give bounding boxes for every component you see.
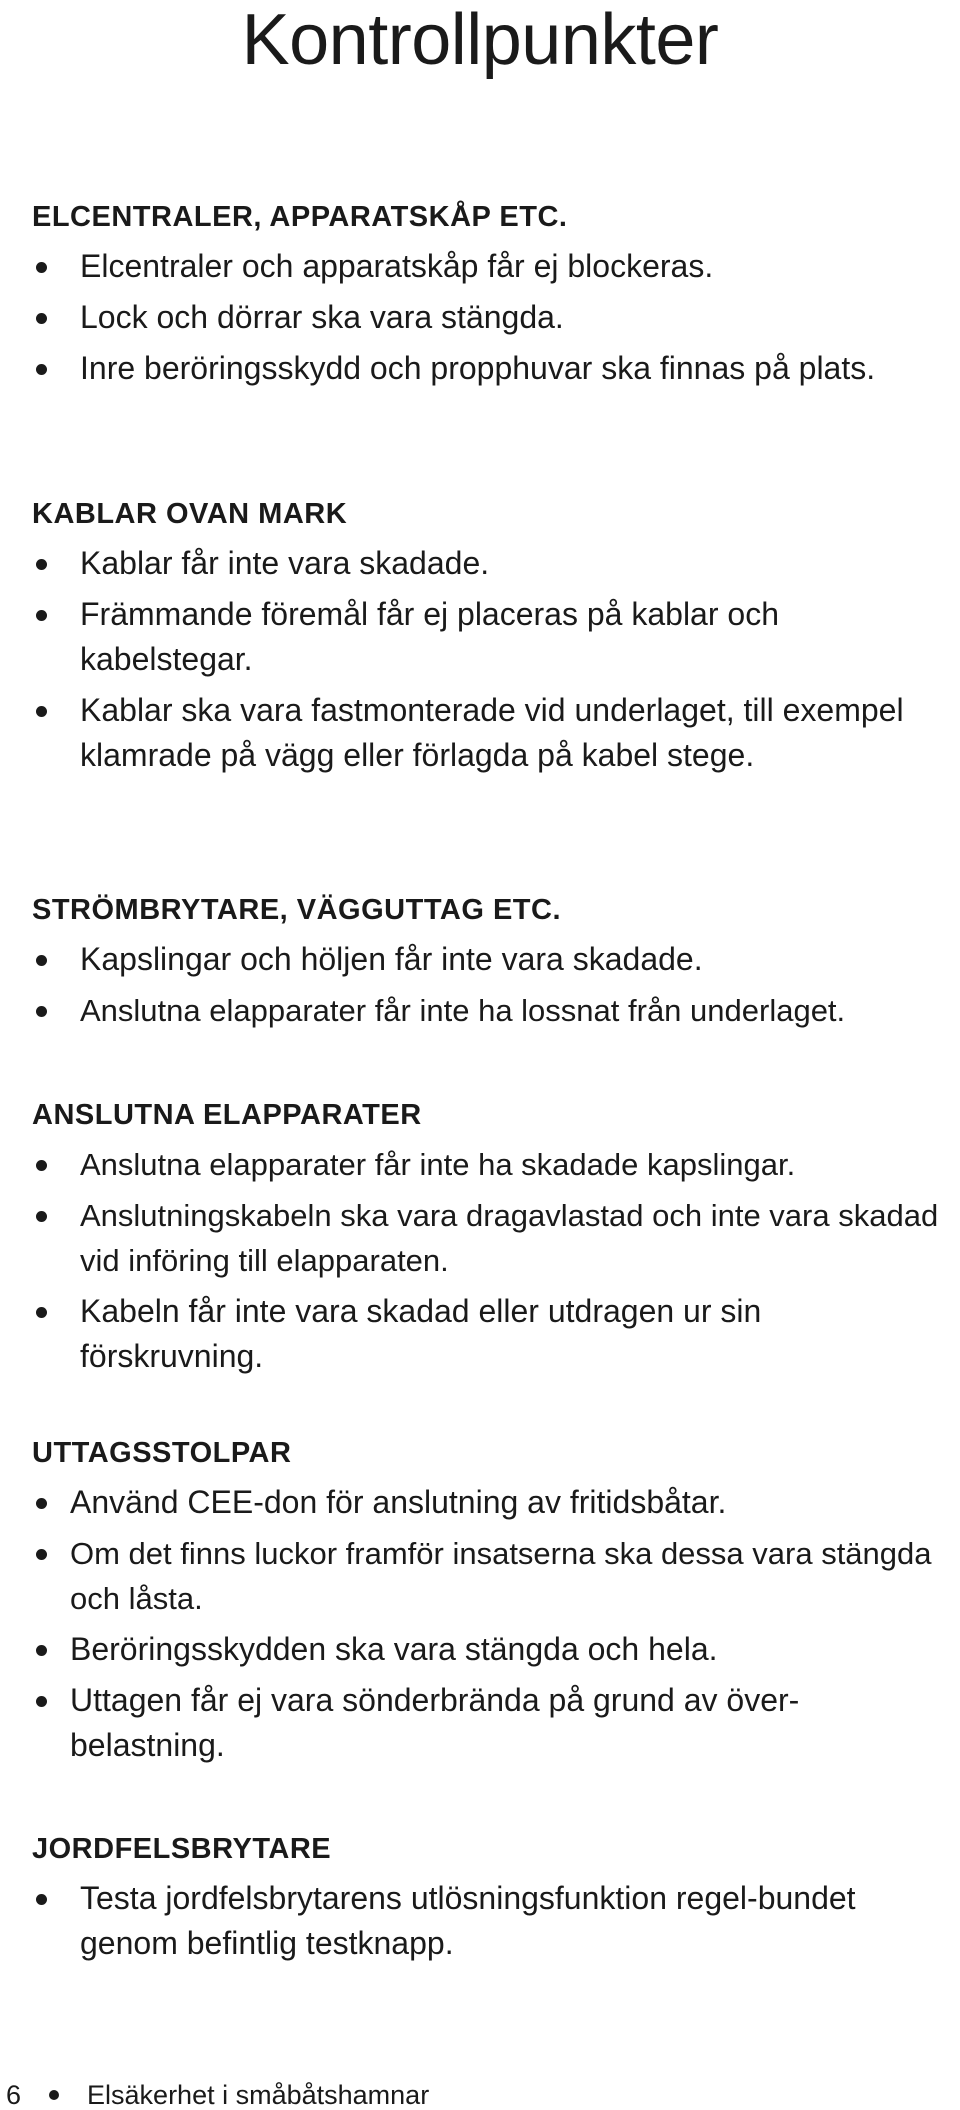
list-item — [32, 1480, 952, 1525]
bullet-icon — [36, 559, 47, 570]
section-heading: JORDFELSBRYTARE — [32, 1833, 332, 1865]
list-item-text: Uttagen får ej vara sönderbrända på grund av över-belastning. — [70, 1682, 800, 1763]
list-item-text: Testa jordfelsbrytarens utlösningsfunktion regel-bundet genom befintlig testknapp. — [80, 1880, 856, 1961]
page-footer — [0, 2080, 429, 2110]
bullet-icon — [36, 610, 47, 621]
list-item-text: Kapslingar och höljen får inte vara skadade. — [80, 941, 703, 977]
section-heading: ANSLUTNA ELAPPARATER — [32, 1099, 422, 1131]
list-item-text: Främmande föremål får ej placeras på kablar och kabelstegar. — [80, 596, 779, 677]
list-item — [32, 988, 952, 1033]
bullet-icon — [36, 262, 47, 273]
bullet-list — [32, 937, 952, 1033]
list-item-text: Använd CEE-don för anslutning av fritidsbåtar. — [70, 1484, 727, 1520]
section-heading: UTTAGSSTOLPAR — [32, 1437, 292, 1469]
list-item-text: Elcentraler och apparatskåp får ej blockeras. — [80, 248, 714, 284]
list-item — [32, 1289, 940, 1379]
list-item — [32, 1627, 952, 1672]
bullet-list — [32, 541, 952, 778]
list-item — [32, 1876, 910, 1966]
list-item — [32, 346, 920, 391]
list-item — [32, 1142, 952, 1187]
bullet-icon — [36, 364, 47, 375]
list-item — [32, 1678, 950, 1768]
section-strombrytare — [32, 893, 952, 1039]
bullet-list — [32, 1876, 952, 1966]
section-anslutna-elapparater — [32, 1098, 952, 1385]
bullet-icon — [36, 1160, 47, 1171]
list-item-text: Anslutna elapparater får inte ha skadade kapslingar. — [80, 1147, 796, 1182]
list-item — [32, 295, 952, 340]
list-item — [32, 688, 960, 778]
list-item-text: Lock och dörrar ska vara stängda. — [80, 299, 564, 335]
list-item-text: Kablar får inte vara skadade. — [80, 545, 490, 581]
bullet-icon — [36, 1696, 47, 1707]
section-elcentraler — [32, 200, 952, 397]
page-title: Kontrollpunkter — [241, 0, 719, 80]
section-kablar-ovan-mark — [32, 497, 952, 784]
bullet-icon — [36, 1645, 47, 1656]
publication-title: Elsäkerhet i småbåtshamnar — [87, 2080, 430, 2110]
bullet-icon — [36, 1498, 47, 1509]
bullet-list — [32, 1480, 952, 1768]
bullet-list — [32, 244, 952, 391]
section-heading: STRÖMBRYTARE, VÄGGUTTAG ETC. — [32, 894, 562, 926]
list-item-text: Anslutningskabeln ska vara dragavlastad och inte vara skadad vid införing till elapparaten. — [80, 1198, 939, 1278]
bullet-icon — [36, 313, 47, 324]
list-item — [32, 937, 952, 982]
bullet-icon — [36, 1549, 47, 1560]
bullet-list — [32, 1142, 952, 1379]
list-item-text: Inre beröringsskydd och propphuvar ska finnas på plats. — [80, 350, 876, 386]
list-item — [32, 1531, 952, 1621]
list-item — [32, 244, 952, 289]
bullet-icon — [36, 1307, 47, 1318]
section-jordfelsbrytare — [32, 1832, 952, 1972]
list-item-text: Kablar ska vara fastmonterade vid underlaget, till exempel klamrade på vägg eller förlagda på kabel stege. — [80, 692, 904, 773]
bullet-icon — [36, 955, 47, 966]
bullet-icon — [36, 1211, 47, 1222]
list-item — [32, 1193, 952, 1283]
list-item-text: Kabeln får inte vara skadad eller utdragen ur sin förskruvning. — [80, 1293, 762, 1374]
section-heading: ELCENTRALER, APPARATSKÅP ETC. — [32, 201, 568, 233]
page-number: 6 — [6, 2080, 22, 2110]
section-heading: KABLAR OVAN MARK — [32, 498, 348, 530]
list-item — [32, 541, 952, 586]
list-item-text: Om det finns luckor framför insatserna ska dessa vara stängda och låsta. — [70, 1536, 932, 1616]
list-item — [32, 592, 930, 682]
bullet-icon — [36, 1894, 47, 1905]
list-item-text: Anslutna elapparater får inte ha lossnat från underlaget. — [80, 993, 846, 1028]
bullet-icon — [36, 706, 47, 717]
list-item-text: Beröringsskydden ska vara stängda och hela. — [70, 1631, 718, 1667]
separator-dot-icon — [49, 2090, 59, 2100]
section-uttagsstolpar — [32, 1436, 952, 1774]
bullet-icon — [36, 1006, 47, 1017]
